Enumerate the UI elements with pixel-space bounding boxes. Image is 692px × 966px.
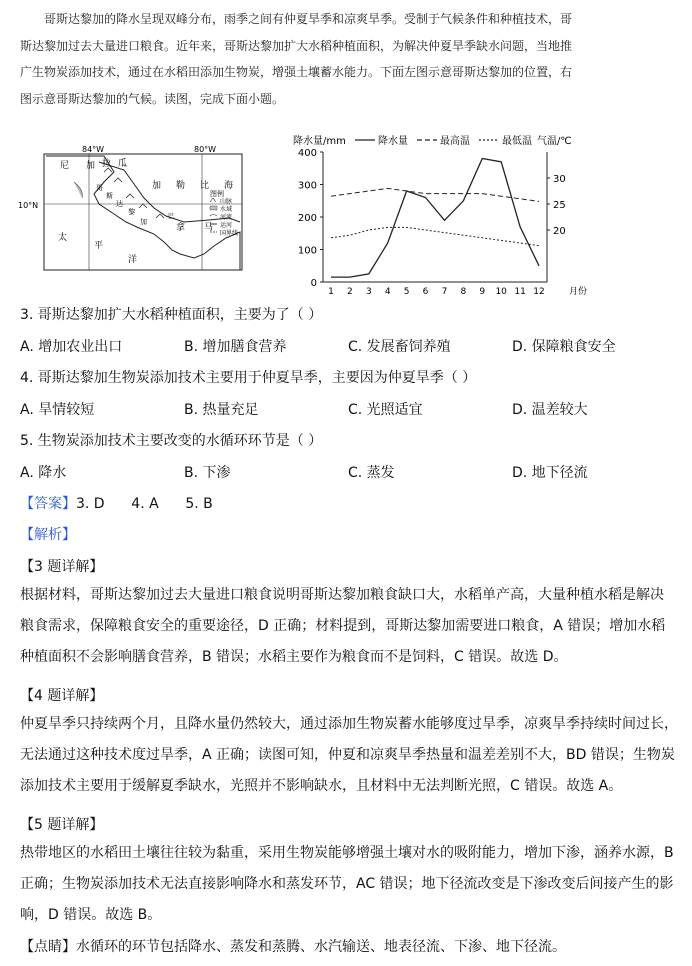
legend-title: 图例 [210,190,224,198]
left-tick-label: 0 [310,278,317,289]
detail-line: 响，D 错误。故选 B。 [20,907,162,923]
x-tick-label: 1 [328,287,334,297]
map-frame [44,154,242,270]
x-tick-label: 6 [422,287,429,297]
place-label: 海 [224,181,234,191]
place-label: 斯 [106,192,113,200]
x-unit-label: 月份 [569,287,588,297]
detail-line: 正确；生物炭添加技术无法直接影响降水和蒸发环节，AC 错误；地下径流改变是下渗改变后间接产生的影 [20,876,674,892]
tip-text: 水循环的环节包括降水、蒸发和蒸腾、水汽输送、地表径流、下渗、地下径流。 [76,939,566,955]
x-tick-label: 2 [347,287,353,297]
option: C. 光照适宜 [348,402,423,418]
water-legend-icon [210,206,217,210]
place-label: 哥 [96,184,103,192]
left-axis-label: 降水量/mm [293,136,346,147]
intro-line: 斯达黎加过去大量进口粮食。近年来，哥斯达黎加扩大水稻种植面积，为解决仲夏旱季缺水问题，当地推 [20,38,573,53]
x-tick-label: 10 [495,287,507,297]
place-label: 达 [116,200,123,208]
legend-item: 河流 [220,214,233,221]
option: B. 热量充足 [184,402,259,418]
place-label: 比 [200,181,210,191]
place-label: 洋 [128,255,138,265]
tip-line [20,936,566,956]
detail-line: 无法通过这种技术度过旱季，A 正确；读图可知，仲夏和凉爽旱季热量和温差差别不大，BD 错误；生物炭 [20,747,675,763]
series-line [331,227,539,245]
place-label: 巴 [168,213,175,220]
option: A. 降水 [20,465,67,481]
x-tick-label: 5 [403,287,410,297]
climate-chart [285,130,590,300]
intro-line: 图示意哥斯达黎加的气候。读图，完成下面小题。 [20,91,285,106]
place-label: 加 [140,218,147,226]
series-line [331,188,539,201]
option: D. 地下径流 [512,465,588,481]
option: B. 增加膳食营养 [184,339,287,355]
x-tick-label: 4 [384,287,391,297]
x-tick-label: 9 [479,287,486,297]
legend-item: 运河 [220,222,233,229]
detail-4-body [20,709,680,802]
x-tick-label: 8 [460,287,467,297]
place-label: 拉 [102,159,112,169]
left-tick-label: 200 [297,213,317,224]
option: D. 温差较大 [512,402,588,418]
left-tick-label: 300 [297,180,317,192]
answer-line [20,493,213,513]
option: B. 下渗 [184,465,231,481]
option: D. 保障粮食安全 [512,339,616,355]
detail-5-body [20,838,680,931]
option: C. 发展畜饲养殖 [348,339,451,355]
analysis-label: 【解析】 [20,527,76,543]
place-label: 尼 [60,161,70,171]
lon-label: 80°W [194,145,217,154]
option: A. 旱情较短 [20,402,95,418]
question-5-stem: 5. 生物炭添加技术主要改变的水循环环节是（ ） [20,433,323,449]
question-3-stem: 3. 哥斯达黎加扩大水稻种植面积，主要为了（ ） [20,307,323,323]
detail-line: 热带地区的水稻田土壤往往较为黏重，采用生物炭能够增强土壤对水的吸附能力，增加下渗，涵养水源，B [20,845,674,861]
place-label: 加 [152,181,162,191]
lon-label: 84°W [82,145,105,154]
place-label: 瓜 [118,159,128,169]
x-tick-label: 12 [533,287,545,297]
place-label: 平 [94,241,104,251]
legend-item: 水域 [220,206,233,213]
place-label: 马 [204,223,214,233]
legend-item: 山脉 [220,198,233,205]
place-label: 勒 [176,181,186,191]
detail-line: 仲夏旱季只持续两个月，且降水量仍然较大，通过添加生物炭蓄水能够度过旱季，凉爽旱季持续时间过长， [20,716,678,732]
intro-line: 哥斯达黎加的降水呈现双峰分布，雨季之间有仲夏旱季和凉爽旱季。受制于气候条件和种植技术，哥 [44,12,573,26]
option: A. 增加农业出口 [20,339,123,355]
place-label: 加 [86,161,96,171]
x-tick-label: 7 [441,287,448,297]
detail-line: 粮食需求，保障粮食安全的重要途径，D 正确；材料提到，哥斯达黎加需要进口粮食，A 错误；增加水稻 [20,618,666,634]
legend-label: 最低温 [502,136,532,147]
detail-line: 种植面积不会影响膳食营养，B 错误；水稻主要作为粮食而不是饲料，C 错误。故选 D。 [20,649,568,665]
intro-line: 广生物炭添加技术，通过在水稻田添加生物炭，增强土壤蓄水能力。下面左图示意哥斯达黎加的位置，右 [20,65,573,79]
legend-label: 降水量 [378,136,408,147]
right-axis-label: 气温/℃ [537,136,572,147]
legend-item: 国界线 [220,230,239,237]
right-tick-label: 20 [553,226,566,237]
detail-3-body [20,580,680,673]
answer-label: 【答案】 [20,496,76,512]
series-line [331,159,539,278]
lat-label: 10°N [18,201,39,210]
detail-line: 根据材料，哥斯达黎加过去大量进口粮食说明哥斯达黎加粮食缺口大，水稻单产高，大量种植水稻是解决 [20,587,664,603]
place-label: 太 [58,233,68,243]
x-tick-label: 11 [514,287,526,297]
detail-5-heading: 【5 题详解】 [20,817,104,833]
tip-label: 【点睛】 [20,939,76,955]
left-tick-label: 400 [297,148,317,159]
right-tick-label: 25 [553,200,566,211]
climate-chart-svg [285,130,590,300]
legend-label: 最高温 [440,136,470,147]
question-4-stem: 4. 哥斯达黎加生物炭添加技术主要用于仲夏旱季，主要因为仲夏旱季（ ） [20,370,477,386]
detail-3-heading: 【3 题详解】 [20,559,104,575]
x-tick-label: 3 [365,287,372,297]
intro-material [20,6,680,112]
place-label: 黎 [128,208,135,216]
option: C. 蒸发 [348,465,395,481]
detail-line: 添加技术主要用于缓解夏季缺水，光照并不影响缺水，且材料中无法判断光照，C 错误。故选 A。 [20,778,623,794]
answer-text: 3. D 4. A 5. B [76,496,213,512]
right-tick-label: 30 [553,174,566,185]
left-tick-label: 100 [297,245,317,257]
detail-4-heading: 【4 题详解】 [20,688,104,704]
location-map-svg [18,142,244,272]
place-label: 拿 [176,223,186,233]
location-map [18,142,244,272]
